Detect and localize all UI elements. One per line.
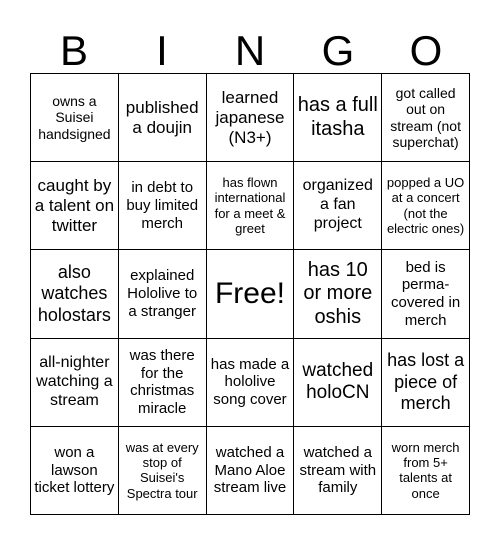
bingo-cell[interactable]: got called out on stream (not superchat)	[382, 74, 470, 162]
bingo-cell[interactable]: has lost a piece of merch	[382, 339, 470, 427]
bingo-cell[interactable]: has flown international for a meet & greet	[207, 162, 295, 250]
header-letter-n: N	[234, 27, 266, 74]
bingo-cell[interactable]: popped a UO at a concert (not the electric ones)	[382, 162, 470, 250]
bingo-cell[interactable]: published a doujin	[119, 74, 207, 162]
bingo-cell[interactable]: watched a stream with family	[294, 427, 382, 515]
bingo-header	[30, 26, 470, 76]
bingo-cell[interactable]: watched a Mano Aloe stream live	[207, 427, 295, 515]
bingo-cell[interactable]: watched holoCN	[294, 339, 382, 427]
header-letter-g: G	[321, 27, 355, 74]
bingo-cell[interactable]: was at every stop of Suisei's Spectra tour	[119, 427, 207, 515]
bingo-cell[interactable]: won a lawson ticket lottery	[31, 427, 119, 515]
bingo-cell[interactable]: explained Hololive to a stranger	[119, 250, 207, 338]
bingo-cell[interactable]: also watches holostars	[31, 250, 119, 338]
bingo-cell[interactable]: learned japanese (N3+)	[207, 74, 295, 162]
bingo-cell[interactable]: owns a Suisei handsigned	[31, 74, 119, 162]
free-space-cell[interactable]: Free!	[207, 250, 295, 338]
bingo-cell[interactable]: in debt to buy limited merch	[119, 162, 207, 250]
bingo-cell[interactable]: has a full itasha	[294, 74, 382, 162]
header-letter-b: B	[59, 27, 88, 74]
bingo-cell[interactable]: caught by a talent on twitter	[31, 162, 119, 250]
bingo-cell[interactable]: has 10 or more oshis	[294, 250, 382, 338]
bingo-cell[interactable]: organized a fan project	[294, 162, 382, 250]
bingo-cell[interactable]: all-nighter watching a stream	[31, 339, 119, 427]
bingo-card-grid	[30, 73, 470, 515]
header-letter-i: I	[156, 27, 168, 74]
bingo-cell[interactable]: has made a hololive song cover	[207, 339, 295, 427]
bingo-cell[interactable]: was there for the christmas miracle	[119, 339, 207, 427]
bingo-cell[interactable]: worn merch from 5+ talents at once	[382, 427, 470, 515]
bingo-cell[interactable]: bed is perma-covered in merch	[382, 250, 470, 338]
header-letter-o: O	[409, 27, 443, 74]
